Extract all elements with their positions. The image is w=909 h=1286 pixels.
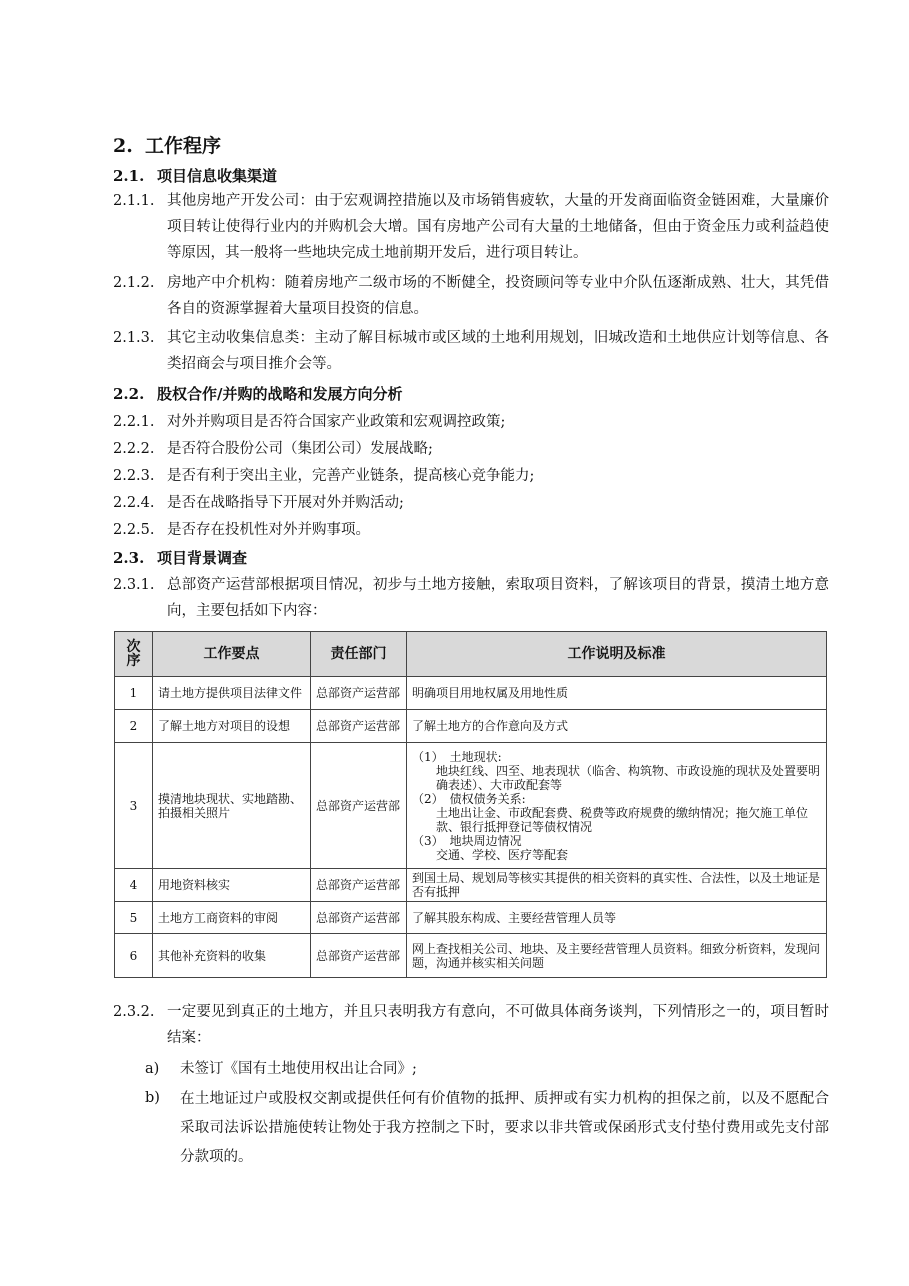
description-line: 地块红线、四至、地表现状（临舍、构筑物、市政设施的现状及处置要明确表述）、大市政配套等 xyxy=(436,763,821,792)
table-row xyxy=(115,934,827,978)
subsection-heading-2-3 xyxy=(113,547,247,568)
row-number: 4 xyxy=(115,869,153,902)
row-description xyxy=(407,934,827,978)
paragraph-text: 房地产中介机构：随着房地产二级市场的不断健全，投资顾问等专业中介队伍逐渐成熟、壮大，其凭借各自的资源掌握着大量项目投资的信息。 xyxy=(167,275,829,317)
subsection-title: 股权合作/并购的战略和发展方向分析 xyxy=(157,385,403,403)
table-row xyxy=(115,743,827,869)
row-department: 总部资产运营部 xyxy=(311,743,407,869)
paragraph-2-2-4 xyxy=(113,490,829,516)
subsection-title: 项目信息收集渠道 xyxy=(157,167,278,185)
row-department: 总部资产运营部 xyxy=(311,934,407,978)
list-text: 在土地证过户或股权交割或提供任何有价值物的抵押、质押或有实力机构的担保之前，以及不愿配合采取司法诉讼措施使转让物处于我方控制之下时，要求以非共管或保函形式支付垫付费用或先支付部分款项的。 xyxy=(180,1091,829,1165)
row-department: 总部资产运营部 xyxy=(311,710,407,743)
description-line: （3） 地块周边情况 xyxy=(412,833,522,848)
row-department: 总部资产运营部 xyxy=(311,677,407,710)
paragraph-text: 是否有利于突出主业，完善产业链条，提高核心竞争能力; xyxy=(167,468,535,484)
section-heading xyxy=(113,131,221,158)
row-description xyxy=(407,743,827,869)
paragraph-text: 其它主动收集信息类：主动了解目标城市或区域的土地利用规划，旧城改造和土地供应计划等信息、各类招商会与项目推介会等。 xyxy=(167,330,829,372)
row-number: 3 xyxy=(115,743,153,869)
paragraph-text: 对外并购项目是否符合国家产业政策和宏观调控政策; xyxy=(167,414,506,430)
paragraph-2-3-2 xyxy=(113,999,829,1051)
table-row xyxy=(115,677,827,710)
table-row xyxy=(115,902,827,934)
row-work-point: 土地方工商资料的审阅 xyxy=(153,902,311,934)
description-line: 交通、学校、医疗等配套 xyxy=(436,847,569,862)
list-item-a xyxy=(145,1056,829,1082)
list-text: 未签订《国有土地使用权出让合同》; xyxy=(180,1061,417,1077)
paragraph-2-1-3 xyxy=(113,325,829,377)
description-line: 到国土局、规划局等核实其提供的相关资料的真实性、合法性，以及土地证是否有抵押 xyxy=(412,871,821,899)
header-department: 责任部门 xyxy=(311,632,407,677)
row-number: 1 xyxy=(115,677,153,710)
paragraph-text: 其他房地产开发公司：由于宏观调控措施以及市场销售疲软，大量的开发商面临资金链困难，大量廉价项目转让使得行业内的并购机会大增。国有房地产公司有大量的土地储备，但由于资金压力或利益趋使等原因，其一般将一些地块完成土地前期开发后，进行项目转让。 xyxy=(167,193,829,261)
paragraph-number: 2.2.3. xyxy=(113,468,155,484)
row-number: 2 xyxy=(115,710,153,743)
paragraph-text: 是否符合股份公司（集团公司）发展战略; xyxy=(167,441,433,457)
row-department: 总部资产运营部 xyxy=(311,869,407,902)
row-work-point: 了解土地方对项目的设想 xyxy=(153,710,311,743)
subsection-heading-2-2 xyxy=(113,383,402,404)
description-line: 明确项目用地权属及用地性质 xyxy=(412,686,569,700)
subsection-title: 项目背景调查 xyxy=(157,549,248,567)
paragraph-text: 一定要见到真正的土地方，并且只表明我方有意向，不可做具体商务谈判，下列情形之一的，项目暂时结案： xyxy=(167,1004,829,1046)
row-number: 6 xyxy=(115,934,153,978)
paragraph-number: 2.1.3. xyxy=(113,330,155,346)
paragraph-text: 是否存在投机性对外并购事项。 xyxy=(167,522,370,538)
header-work-point: 工作要点 xyxy=(153,632,311,677)
row-work-point: 用地资料核实 xyxy=(153,869,311,902)
subsection-number: 2.3. xyxy=(113,549,145,567)
paragraph-number: 2.2.2. xyxy=(113,441,155,457)
row-description xyxy=(407,710,827,743)
subsection-heading-2-1 xyxy=(113,165,277,186)
list-item-b xyxy=(145,1085,829,1172)
description-line: （1） 土地现状: xyxy=(412,749,502,764)
paragraph-2-3-1 xyxy=(113,572,829,624)
section-title: 工作程序 xyxy=(145,135,222,157)
description-line: 了解土地方的合作意向及方式 xyxy=(412,719,569,733)
description-line: 网上查找相关公司、地块、及主要经营管理人员资料。细致分析资料，发现问题，沟通并核实相关问题 xyxy=(412,941,821,970)
paragraph-text: 总部资产运营部根据项目情况，初步与土地方接触，索取项目资料，了解该项目的背景，摸清土地方意向，主要包括如下内容： xyxy=(167,577,829,619)
row-work-point: 摸清地块现状、实地踏勘、拍摄相关照片 xyxy=(153,743,311,869)
row-number: 5 xyxy=(115,902,153,934)
paragraph-number: 2.1.1. xyxy=(113,193,155,209)
header-order: 次序 xyxy=(115,632,153,677)
description-line: （2） 债权债务关系: xyxy=(412,791,526,806)
subsection-number: 2.1. xyxy=(113,167,145,185)
row-description xyxy=(407,677,827,710)
paragraph-text: 是否在战略指导下开展对外并购活动; xyxy=(167,495,404,511)
paragraph-2-1-1 xyxy=(113,188,829,266)
paragraph-2-2-1 xyxy=(113,409,829,435)
table-header-row xyxy=(115,632,827,677)
paragraph-number: 2.1.2. xyxy=(113,275,155,291)
table-row xyxy=(115,710,827,743)
paragraph-number: 2.3.1. xyxy=(113,577,155,593)
paragraph-2-1-2 xyxy=(113,270,829,322)
list-marker: a) xyxy=(145,1061,160,1077)
description-line: 了解其股东构成、主要经营管理人员等 xyxy=(412,910,617,925)
row-work-point: 其他补充资料的收集 xyxy=(153,934,311,978)
row-description xyxy=(407,869,827,902)
row-description xyxy=(407,902,827,934)
subsection-number: 2.2. xyxy=(113,385,145,403)
paragraph-2-2-2 xyxy=(113,436,829,462)
row-department: 总部资产运营部 xyxy=(311,902,407,934)
paragraph-2-2-5 xyxy=(113,517,829,543)
paragraph-number: 2.2.1. xyxy=(113,414,155,430)
list-marker: b) xyxy=(145,1090,160,1106)
table-row xyxy=(115,869,827,902)
row-work-point: 请土地方提供项目法律文件 xyxy=(153,677,311,710)
description-line: 土地出让金、市政配套费、税费等政府规费的缴纳情况；拖欠施工单位款、银行抵押登记等债权情况 xyxy=(436,805,809,834)
paragraph-number: 2.2.4. xyxy=(113,495,155,511)
paragraph-2-2-3 xyxy=(113,463,829,489)
header-description: 工作说明及标准 xyxy=(407,632,827,677)
paragraph-number: 2.2.5. xyxy=(113,522,155,538)
work-items-table xyxy=(114,631,827,978)
paragraph-number: 2.3.2. xyxy=(113,1004,155,1020)
section-number: 2. xyxy=(113,135,133,157)
